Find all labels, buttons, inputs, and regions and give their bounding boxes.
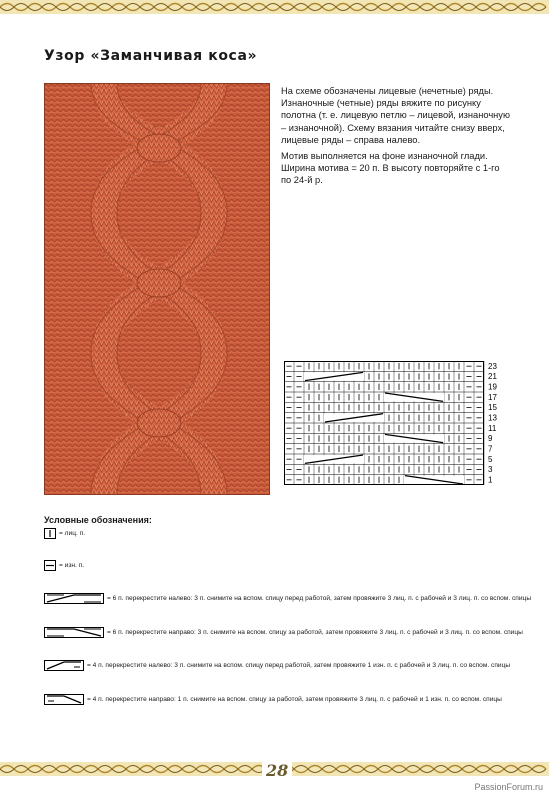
description-paragraph-rows: На схеме обозначены лицевые (нечетные) ряды. Изнаночные (четные) ряды вяжите по рисунку полотна (т. е. лицевую петлю – лицевой, изнаночную – изнаночной). Схему вязания читайте снизу вверх, лицевые ряды – справа налево. bbox=[281, 86, 510, 145]
legend-text-knit: = лиц. п. bbox=[59, 530, 86, 537]
chart-row-number: 1 bbox=[488, 475, 493, 485]
description-paragraph-motif: Мотив выполняется на фоне изнаночной глади. Ширина мотива = 20 п. В высоту повторяйте с 1-го по 24-й р. bbox=[281, 151, 500, 186]
chart-row-number: 19 bbox=[488, 382, 497, 392]
chart-row-number: 13 bbox=[488, 413, 497, 423]
legend-item-purl bbox=[44, 560, 84, 571]
chart-row-number: 15 bbox=[488, 403, 497, 413]
legend-item-cable-4-right bbox=[44, 694, 502, 705]
chart-row-number: 3 bbox=[488, 465, 493, 475]
cable-6-right-icon bbox=[44, 627, 104, 638]
legend-item-cable-6-right bbox=[44, 627, 523, 638]
legend-item-knit bbox=[44, 528, 85, 539]
site-watermark: PassionForum.ru bbox=[474, 782, 543, 792]
cable-4-left-icon bbox=[44, 660, 84, 671]
legend-item-cable-4-left bbox=[44, 660, 510, 671]
legend-text-purl: = изн. п. bbox=[59, 562, 85, 569]
legend-text-cable-6-right: = 6 п. перекрестите направо: 3 п. снимите на вспом. спицу за работой, затем провяжите 3 лиц. п. с рабочей и 3 лиц. п. со вспом. спицы bbox=[107, 629, 523, 636]
legend-text-cable-4-right: = 4 п. перекрестите направо: 1 п. снимите на вспом. спицу за работой, затем провяжите 3 лиц. п. с рабочей и 1 изн. п. со вспом. спицы bbox=[87, 696, 502, 703]
chart-row-number: 21 bbox=[488, 372, 497, 382]
cable-4-right-icon bbox=[44, 694, 84, 705]
chart-row-number: 5 bbox=[488, 454, 493, 464]
knit-stitch-icon bbox=[44, 528, 56, 539]
chart-row-number: 7 bbox=[488, 444, 493, 454]
page-number: 28 bbox=[262, 761, 292, 780]
knitting-chart bbox=[284, 361, 508, 485]
knitted-sample-photo bbox=[44, 83, 270, 495]
pattern-title: Узор «Заманчивая коса» bbox=[44, 48, 258, 64]
decorative-border-top bbox=[0, 0, 549, 14]
chart-row-number: 9 bbox=[488, 434, 493, 444]
chart-row-number: 17 bbox=[488, 392, 497, 402]
cable-6-left-icon bbox=[44, 593, 104, 604]
pattern-description bbox=[281, 85, 511, 191]
legend-title: Условные обозначения: bbox=[44, 515, 152, 525]
legend-item-cable-6-left bbox=[44, 593, 531, 604]
legend-text-cable-4-left: = 4 п. перекрестите налево: 3 п. снимите на вспом. спицу перед работой, затем провяжите 1 изн. п. с рабочей и 3 лиц. п. со вспом. спицы bbox=[87, 662, 511, 669]
chart-row-number: 11 bbox=[488, 423, 497, 433]
legend-text-cable-6-left: = 6 п. перекрестите налево: 3 п. снимите на вспом. спицу перед работой, затем провяжите 3 лиц. п. с рабочей и 3 лиц. п. со вспом. спицы bbox=[107, 595, 532, 602]
purl-stitch-icon bbox=[44, 560, 56, 571]
chart-row-number: 23 bbox=[488, 361, 497, 371]
